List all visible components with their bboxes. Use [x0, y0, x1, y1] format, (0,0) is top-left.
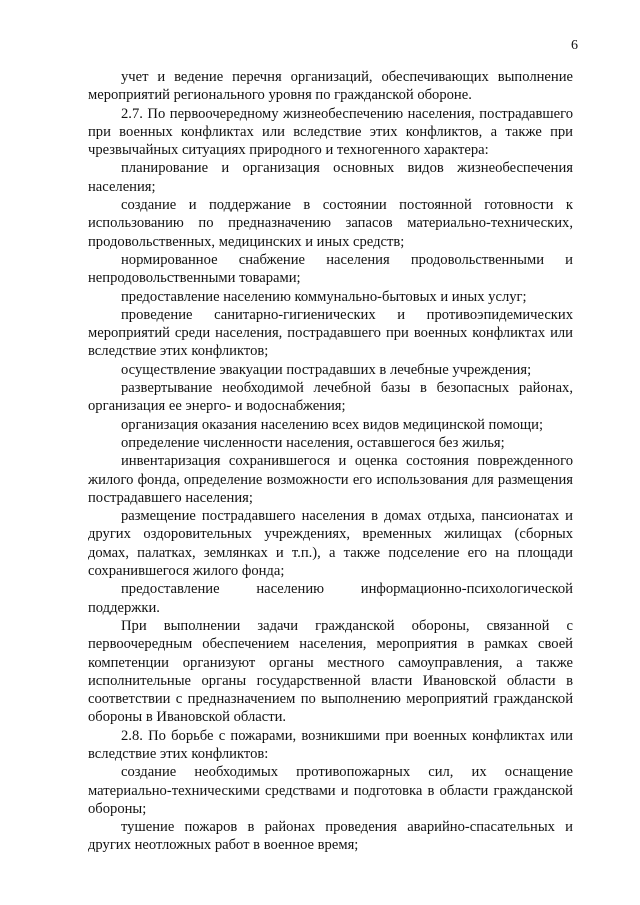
paragraph-section-2-7: 2.7. По первоочередному жизнеобеспечению населения, пострадавшего при военных конфликтах или вследствие этих конфликтов, а также при чрезвычайных ситуациях природного и техногенного характера: [88, 105, 573, 159]
paragraph-organizations-list: учет и ведение перечня организаций, обеспечивающих выполнение мероприятий регионального уровня по гражданской обороне. [88, 69, 573, 104]
document-body [88, 68, 573, 855]
paragraph-sanitary-measures: проведение санитарно-гигиенических и противоэпидемических мероприятий среди населения, пострадавшего при военных конфликтах или вследствие этих конфликтов; [88, 306, 573, 360]
page-number: 6 [571, 38, 578, 53]
paragraph-section-2-8: 2.8. По борьбе с пожарами, возникшими при военных конфликтах или вследствие этих конфликтов: [88, 727, 573, 762]
paragraph-planning: планирование и организация основных видов жизнеобеспечения населения; [88, 160, 573, 195]
paragraph-homeless-count: определение численности населения, оставшегося без жилья; [121, 434, 505, 451]
paragraph-accommodation: размещение пострадавшего населения в домах отдыха, пансионатах и других оздоровительных учреждениях, временных жилищах (сборных домах, палатках, землянках и т.п.), а также подселение его на площади сохранившегося жилого фонда; [88, 508, 573, 580]
paragraph-evacuation: осуществление эвакуации пострадавших в лечебные учреждения; [121, 361, 532, 378]
paragraph-fire-suppression: тушение пожаров в районах проведения аварийно-спасательных и других неотложных работ в военное время; [88, 819, 573, 854]
paragraph-reserves: создание и поддержание в состоянии постоянной готовности к использованию по предназначению запасов материально-технических, продовольственных, медицинских и иных средств; [88, 197, 573, 250]
paragraph-housing-inventory: инвентаризация сохранившегося и оценка состояния поврежденного жилого фонда, определение возможности его использования для размещения пострадавшего населения; [88, 453, 573, 506]
paragraph-firefighting-forces: создание необходимых противопожарных сил, их оснащение материально-техническими средствами и подготовка в области гражданской обороны; [88, 764, 573, 817]
paragraph-civil-defense-authorities: При выполнении задачи гражданской обороны, связанной с первоочередным обеспечением населения, мероприятия в рамках своей компетенции организуют органы местного самоуправления, а также исполнительные органы государственной власти Ивановской области в соответствии с предназначением по выполнению мероприятий гражданской обороны в Ивановской области. [88, 617, 573, 726]
paragraph-utility-services: предоставление населению коммунально-бытовых и иных услуг; [121, 288, 527, 305]
paragraph-psychological-support: предоставление населению информационно-психологической поддержки. [88, 581, 573, 616]
paragraph-medical-base: развертывание необходимой лечебной базы в безопасных районах, организация ее энерго- и водоснабжения; [88, 380, 573, 415]
paragraph-medical-care: организация оказания населению всех видов медицинской помощи; [121, 416, 543, 433]
paragraph-rationed-supply: нормированное снабжение населения продовольственными и непродовольственными товарами; [88, 251, 573, 287]
